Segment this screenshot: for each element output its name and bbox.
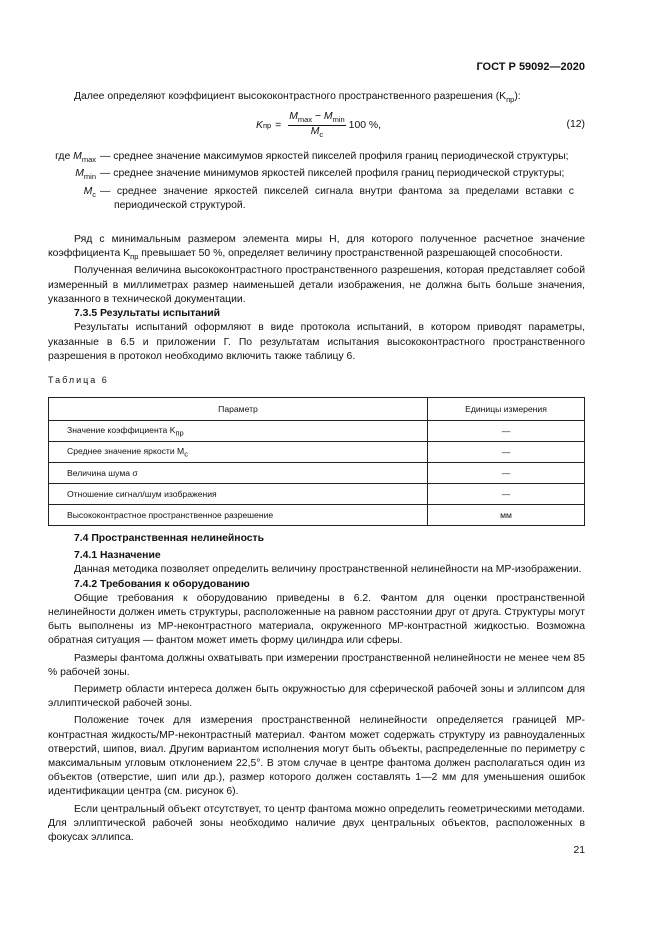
paragraph: Общие требования к оборудованию приведены в 6.2. Фантом для оценки пространственной нелинейности должен иметь структуры, расположенные на равном расстоянии друг от друга. Структуры могут быть выполнены из МР-неконтрастного материала, окруженного МР-контрастной жидкостью. Возможна обратная ситуация — фантом может иметь форму цилиндра или сферы. (48, 592, 585, 647)
paragraph: Размеры фантома должны охватывать при измерении пространственной нелинейности не менее чем 85 % рабочей зоны. (48, 652, 585, 678)
cell-param (49, 442, 428, 463)
f-num-a-sub: max (297, 115, 313, 125)
cell-param (49, 421, 428, 442)
param-text: Значение коэффициента K (67, 424, 176, 435)
param-sub: пр (175, 428, 184, 438)
where-list (36, 150, 573, 213)
f-lhs: K (256, 119, 263, 131)
p1-sub: пр (130, 252, 139, 262)
intro-sub: пр (506, 95, 515, 105)
paragraph (48, 233, 585, 264)
paragraph: Периметр области интереса должен быть окружностью для сферической рабочей зоны и эллипсом для эллиптической рабочей зоны. (48, 684, 585, 710)
f-den: M (310, 126, 320, 138)
intro-paragraph (48, 90, 585, 107)
where-def: — среднее значение максимумов яркостей пикселей профиля границ периодической структуры; (100, 151, 569, 162)
table-row (49, 463, 585, 484)
table-row (49, 484, 585, 505)
f-num-b-sub: min (332, 115, 345, 125)
page-number: 21 (573, 845, 585, 856)
intro-text: Далее определяют коэффициент высококонтрастного пространственного разрешения (K (74, 91, 507, 102)
f-den-sub: c (319, 130, 324, 140)
cell-unit: — (428, 463, 585, 484)
formula-12 (0, 111, 661, 145)
where-def: — среднее значение минимумов яркостей пикселей профиля границ периодической структуры; (100, 168, 565, 180)
section-7-4 (48, 532, 585, 845)
heading-7-4: 7.4 Пространственная нелинейность (74, 533, 265, 544)
cell-unit: — (428, 442, 585, 463)
section-7-3-body (48, 233, 585, 364)
paragraph: Если центральный объект отсутствует, то центр фантома можно определить геометрическими методами. Для эллиптической рабочей зоны необходимо наличие двух центральных объектов, расположенных в фокусах эллипса. (48, 803, 585, 844)
param-text: Среднее значение яркости M (67, 445, 185, 456)
where-prefix: где (55, 151, 74, 162)
table-row (49, 421, 585, 442)
cell-unit: — (428, 421, 585, 442)
where-sym: M (83, 185, 93, 197)
numerator (288, 111, 345, 126)
f-num-b: M (323, 111, 333, 122)
where-sub: max (81, 155, 96, 165)
heading-7-4-1: 7.4.1 Назначение (74, 550, 161, 562)
cell-unit: мм (428, 505, 585, 526)
f-eq: = (275, 119, 282, 131)
intro-end: ): (514, 91, 521, 102)
header-param: Параметр (49, 398, 428, 421)
header-unit: Единицы измерения (428, 398, 585, 421)
fraction (288, 111, 345, 139)
where-sym: M (73, 151, 82, 162)
paragraph: Полученная величина высококонтрастного пространственного разрешения, которая представляет собой измеренный в миллиметрах размер наименьшей детали изображения, не должна быть больше значения, указанного в технической документации. (48, 265, 585, 305)
f-tail: 100 %, (348, 119, 382, 131)
where-def: — среднее значение яркостей пикселей сигнала внутри фантома за пределами вставки с периодической структурой. (100, 185, 574, 211)
f-lhs-sub: пр (262, 120, 272, 130)
cell-param: Величина шума σ (49, 463, 428, 484)
f-num-a: M (289, 111, 298, 122)
table-6 (48, 397, 585, 526)
table-caption: Таблица 6 (48, 375, 109, 385)
where-term (36, 167, 100, 184)
paragraph: Результаты испытаний оформляют в виде протокола испытаний, в котором приводят параметры, указанные в 6.5 и приложении Г. По результатам испытания высококонтрастного пространственного разрешения в протокол необходимо включить также таблицу 6. (48, 322, 585, 362)
p1-a: Ряд с минимальным размером элемента миры H, для которого полученное расчетное значение коэффициента K (48, 234, 585, 260)
where-sub: min (83, 172, 96, 182)
document-id: ГОСТ Р 59092—2020 (476, 61, 585, 73)
cell-param: Высококонтрастное пространственное разрешение (49, 505, 428, 526)
where-sym: M (75, 168, 84, 180)
p1-b: превышает 50 %, определяет величину пространственной разрешающей способности. (138, 248, 563, 260)
table-row (49, 505, 585, 526)
where-term (36, 185, 100, 213)
f-minus: − (312, 111, 324, 122)
where-sub: c (92, 189, 96, 199)
paragraph: Положение точек для измерения пространственной нелинейности определяется границей МР-контрастная жидкость/МР-неконтрастный материал. Фантом может содержать структуру из равноудаленных отверстий, шипов, виал. Другим вариантом исполнения могут быть объекты, распределенные по периметру с максимальным угловым отклонением 22,5°. В этом случае в центре фантома должен располагаться один из объектов (отверстие, шип или др.), размер которого должен составлять 1—2 мм для уменьшения ошибок идентификации центра (см. рисунок 6). (48, 715, 585, 798)
heading-7-3-5: 7.3.5 Результаты испытаний (74, 308, 221, 320)
paragraph: Данная методика позволяет определить величину пространственной нелинейности на МР-изображении. (74, 564, 582, 576)
table-row (49, 442, 585, 463)
cell-param: Отношение сигнал/шум изображения (49, 484, 428, 505)
table-header-row (49, 398, 585, 421)
heading-7-4-2: 7.4.2 Требования к оборудованию (74, 578, 250, 590)
denominator (311, 126, 323, 139)
param-sub: c (184, 449, 188, 459)
where-term (36, 150, 100, 167)
equation-number: (12) (566, 119, 585, 130)
cell-unit: — (428, 484, 585, 505)
